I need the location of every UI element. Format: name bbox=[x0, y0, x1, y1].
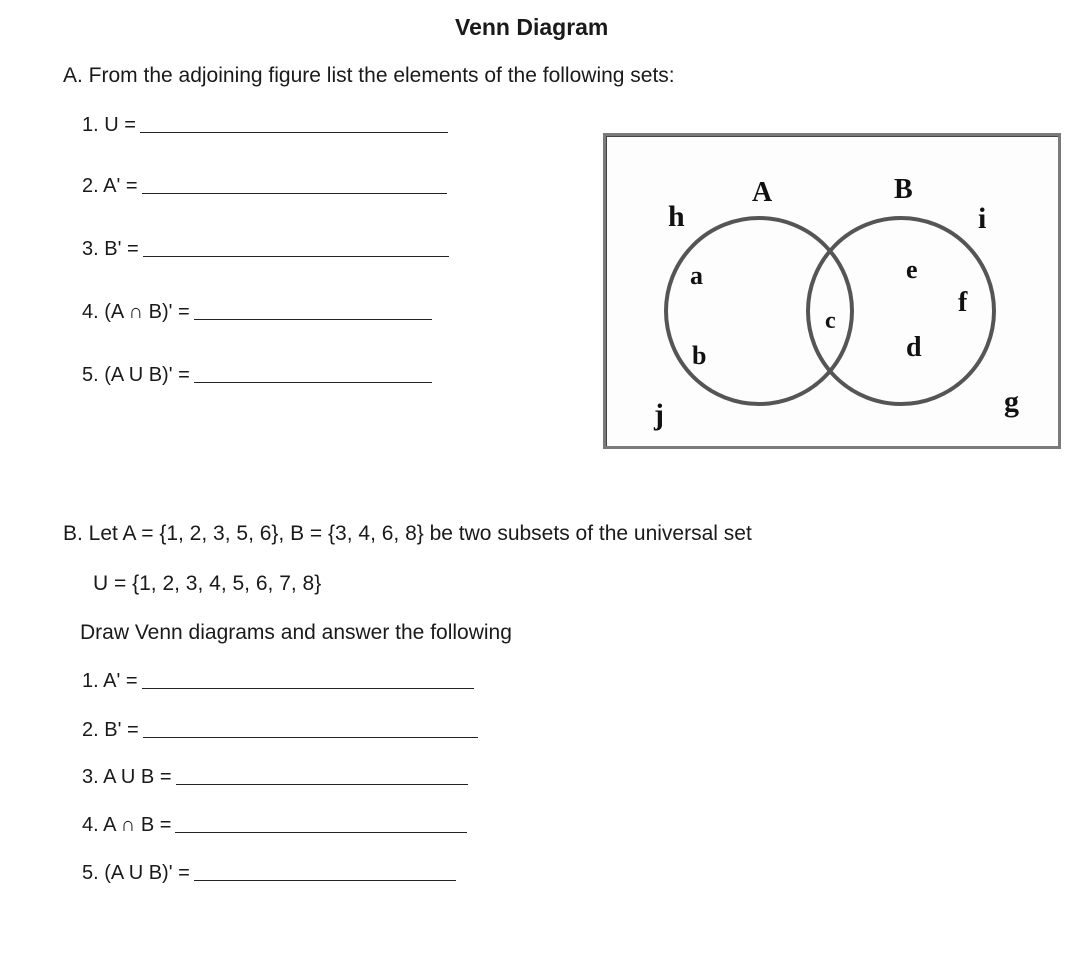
question-label: 5. (A U B)' = bbox=[82, 862, 190, 884]
venn-diagram-svg bbox=[606, 136, 1064, 452]
part-b-heading: B. Let A = {1, 2, 3, 5, 6}, B = {3, 4, 6, 8} be two subsets of the universal set bbox=[63, 522, 752, 545]
answer-blank[interactable] bbox=[143, 736, 478, 738]
question-label: 3. B' = bbox=[82, 238, 139, 260]
element-d: d bbox=[906, 332, 922, 363]
part-b-question-2 bbox=[82, 719, 478, 742]
answer-blank[interactable] bbox=[142, 192, 447, 194]
element-b: b bbox=[692, 341, 707, 370]
answer-blank[interactable] bbox=[143, 255, 449, 257]
venn-diagram-figure bbox=[603, 133, 1061, 449]
universal-set: U = {1, 2, 3, 4, 5, 6, 7, 8} bbox=[93, 572, 322, 595]
question-label: 5. (A U B)' = bbox=[82, 364, 190, 386]
element-h: h bbox=[668, 200, 685, 233]
part-a-question-5 bbox=[82, 364, 432, 387]
answer-blank[interactable] bbox=[194, 879, 456, 881]
question-label: 4. A ∩ B = bbox=[82, 814, 172, 836]
question-label: 2. A' = bbox=[82, 175, 138, 197]
question-label: 1. A' = bbox=[82, 670, 138, 692]
part-a-question-1 bbox=[82, 114, 448, 137]
part-b-question-1 bbox=[82, 670, 474, 693]
element-a: a bbox=[690, 261, 703, 290]
element-f: f bbox=[958, 287, 968, 318]
part-b-question-5 bbox=[82, 862, 456, 885]
set-b-label: B bbox=[894, 174, 913, 205]
part-a-question-3 bbox=[82, 238, 449, 261]
set-a-label: A bbox=[752, 177, 773, 208]
question-label: 2. B' = bbox=[82, 719, 139, 741]
answer-blank[interactable] bbox=[142, 687, 474, 689]
part-a-heading: A. From the adjoining figure list the elements of the following sets: bbox=[63, 64, 675, 87]
question-label: 1. U = bbox=[82, 114, 136, 136]
element-i: i bbox=[978, 202, 987, 235]
element-j: j bbox=[654, 398, 664, 431]
element-e: e bbox=[906, 255, 918, 284]
part-b-question-3 bbox=[82, 766, 468, 789]
answer-blank[interactable] bbox=[176, 783, 468, 785]
answer-blank[interactable] bbox=[194, 381, 432, 383]
answer-blank[interactable] bbox=[140, 131, 448, 133]
answer-blank[interactable] bbox=[175, 831, 467, 833]
part-a-question-4 bbox=[82, 301, 432, 324]
answer-blank[interactable] bbox=[194, 318, 432, 320]
part-b-question-4 bbox=[82, 814, 467, 837]
part-a-question-2 bbox=[82, 175, 447, 198]
page-title: Venn Diagram bbox=[455, 14, 609, 40]
question-label: 3. A U B = bbox=[82, 766, 172, 788]
part-b-instruction: Draw Venn diagrams and answer the following bbox=[80, 621, 512, 644]
element-c: c bbox=[825, 308, 836, 334]
question-label: 4. (A ∩ B)' = bbox=[82, 301, 190, 323]
element-g: g bbox=[1004, 385, 1019, 418]
